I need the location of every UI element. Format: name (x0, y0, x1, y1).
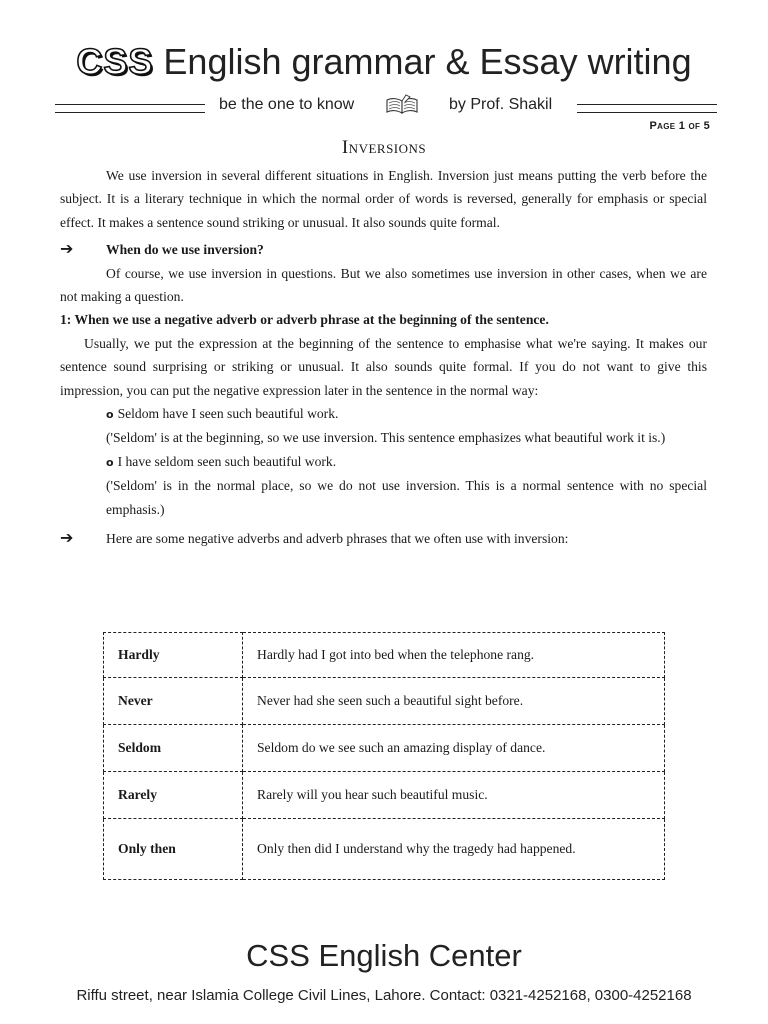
left-rule-divider (55, 104, 205, 113)
example-sentence (106, 450, 707, 474)
tagline-row (55, 96, 715, 120)
footer-center-name: CSS English Center (246, 938, 522, 973)
header-title-line (0, 38, 768, 86)
list-intro: Here are some negative adverbs and adverb phrases that we often use with inversion: (106, 531, 569, 547)
tagline: be the one to know (219, 96, 355, 113)
header-title: English grammar & Essay writing (163, 41, 692, 82)
right-rule-divider (577, 104, 717, 113)
question-paragraph: Of course, we use inversion in questions. But we also sometimes use inversion in other cases, when we are not making a question. (60, 265, 707, 305)
adverb-cell: Seldom (104, 725, 243, 772)
document-body (60, 164, 707, 551)
adverb-cell: Never (104, 678, 243, 725)
question-heading: When do we use inversion? (106, 242, 264, 258)
example-block (60, 402, 707, 521)
example-cell: Rarely will you hear such beautiful music. (243, 772, 665, 819)
example-cell: Only then did I understand why the tragedy had happened. (243, 819, 665, 880)
adverb-cell: Only then (104, 819, 243, 880)
table-row (104, 678, 665, 725)
example-sentence-text: I have seldom seen such beautiful work. (117, 453, 337, 469)
example-note: ('Seldom' is at the beginning, so we use inversion. This sentence emphasizes what beautiful work it is.) (106, 430, 666, 446)
question-heading-row (60, 237, 707, 261)
table-row (104, 772, 665, 819)
author: by Prof. Shakil (449, 96, 553, 113)
table-row (104, 725, 665, 772)
bullet-icon: o (106, 408, 114, 422)
adverb-cell: Rarely (104, 772, 243, 819)
example-cell: Never had she seen such a beautiful sight before. (243, 678, 665, 725)
example-note: ('Seldom' is in the normal place, so we do not use inversion. This is a normal sentence with no special emphasis.) (106, 478, 707, 517)
example-sentence-text: Seldom have I seen such beautiful work. (117, 406, 339, 422)
table-row (104, 819, 665, 880)
arrow-right-icon: ➔ (60, 528, 74, 548)
footer-address: Riffu street, near Islamia College Civil Lines, Lahore. Contact: 0321-4252168, 0300-4252168 (76, 987, 692, 1004)
inversion-adverbs-table (103, 632, 665, 880)
section-heading: 1: When we use a negative adverb or adverb phrase at the beginning of the sentence. (60, 312, 549, 328)
document-title: Inversions (341, 137, 427, 158)
section-paragraph: Usually, we put the expression at the beginning of the sentence to emphasise what we're saying. It makes our sentence sound surprising or striking or unusual. It also sounds quite formal. If you do not want to give this impression, you can put the negative expression later in the sentence in the normal way: (60, 335, 707, 398)
example-cell: Hardly had I got into bed when the telephone rang. (243, 633, 665, 678)
example-cell: Seldom do we see such an amazing display of dance. (243, 725, 665, 772)
intro-paragraph: We use inversion in several different situations in English. Inversion just means putting the verb before the subject. It is a literary technique in which the normal order of words is reversed, generally for emphasis or special effect. It makes a sentence sound striking or unusual. It also sounds quite formal. (60, 168, 707, 230)
open-book-icon (385, 94, 419, 116)
adverb-cell: Hardly (104, 633, 243, 678)
example-sentence (106, 402, 707, 426)
css-logo: CSS (76, 41, 154, 82)
list-intro-row (60, 526, 707, 550)
table-row (104, 633, 665, 678)
arrow-right-icon: ➔ (60, 239, 74, 259)
page-number: Page 1 of 5 (649, 120, 710, 132)
bullet-icon: o (106, 455, 114, 469)
header (0, 38, 768, 86)
